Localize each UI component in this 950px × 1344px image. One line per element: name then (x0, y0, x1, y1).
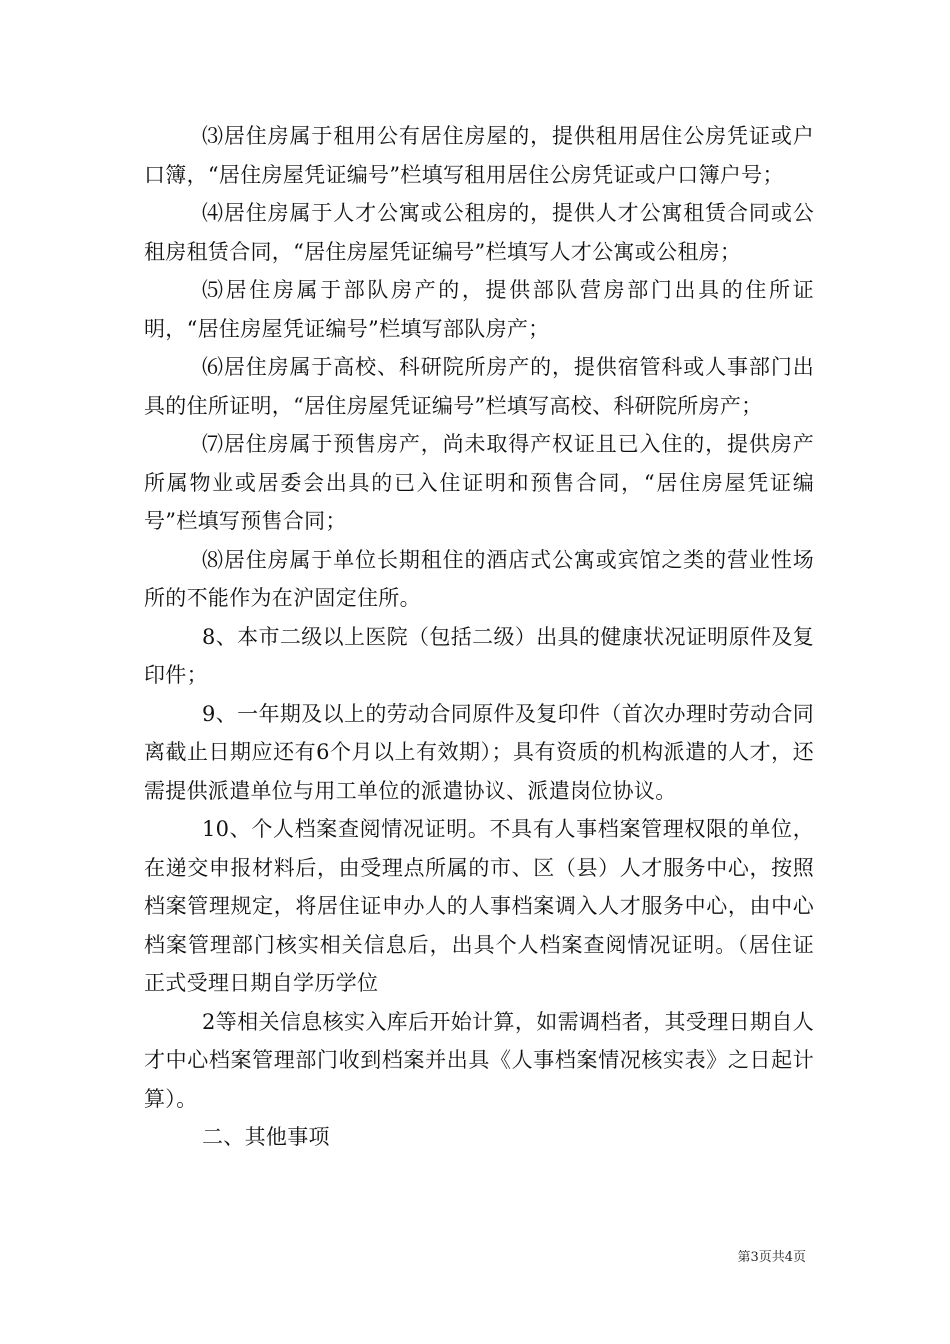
page-number-footer: 第3页共4页 (737, 1250, 806, 1265)
document-body (144, 117, 814, 1157)
paragraph-item-3: ⑶居住房属于租用公有居住房屋的，提供租用居住公房凭证或户口簿，“居住房屋凭证编号”栏填写租用居住公房凭证或户口簿户号； (144, 124, 814, 187)
paragraph-item-8: ⑻居住房属于单位长期租住的酒店式公寓或宾馆之类的营业性场所的不能作为在沪固定住所。 (144, 547, 814, 610)
paragraph-labor-contract: 9、一年期及以上的劳动合同原件及复印件（首次办理时劳动合同离截止日期应还有6个月以上有效期）；具有资质的机构派遣的人才，还需提供派遣单位与用工单位的派遣协议、派遣岗位协议。 (144, 701, 814, 803)
paragraph-health-certificate: 8、本市二级以上医院（包括二级）出具的健康状况证明原件及复印件； (144, 624, 814, 687)
paragraph-archive-certificate: 10、个人档案查阅情况证明。不具有人事档案管理权限的单位，在递交申报材料后，由受理点所属的市、区（县）人才服务中心，按照档案管理规定，将居住证申办人的人事档案调入人才服务中心，由中心档案管理部门核实相关信息后，出具个人档案查阅情况证明。（居住证正式受理日期自学历学位 (144, 817, 814, 995)
paragraph-item-5: ⑸居住房属于部队房产的，提供部队营房部门出具的住所证明，“居住房屋凭证编号”栏填写部队房产； (144, 278, 814, 341)
paragraph-item-4: ⑷居住房属于人才公寓或公租房的，提供人才公寓租赁合同或公租房租赁合同，“居住房屋凭证编号”栏填写人才公寓或公租房； (144, 201, 814, 264)
section-heading-other-matters: 二、其他事项 (202, 1125, 330, 1149)
paragraph-archive-continuation: 2等相关信息核实入库后开始计算，如需调档者，其受理日期自人才中心档案管理部门收到档案并出具《人事档案情况核实表》之日起计算）。 (144, 1009, 814, 1111)
paragraph-item-6: ⑹居住房属于高校、科研院所房产的，提供宿管科或人事部门出具的住所证明，“居住房屋凭证编号”栏填写高校、科研院所房产； (144, 355, 814, 418)
paragraph-item-7: ⑺居住房属于预售房产，尚未取得产权证且已入住的，提供房产所属物业或居委会出具的已入住证明和预售合同，“居住房屋凭证编号”栏填写预售合同； (144, 432, 814, 533)
